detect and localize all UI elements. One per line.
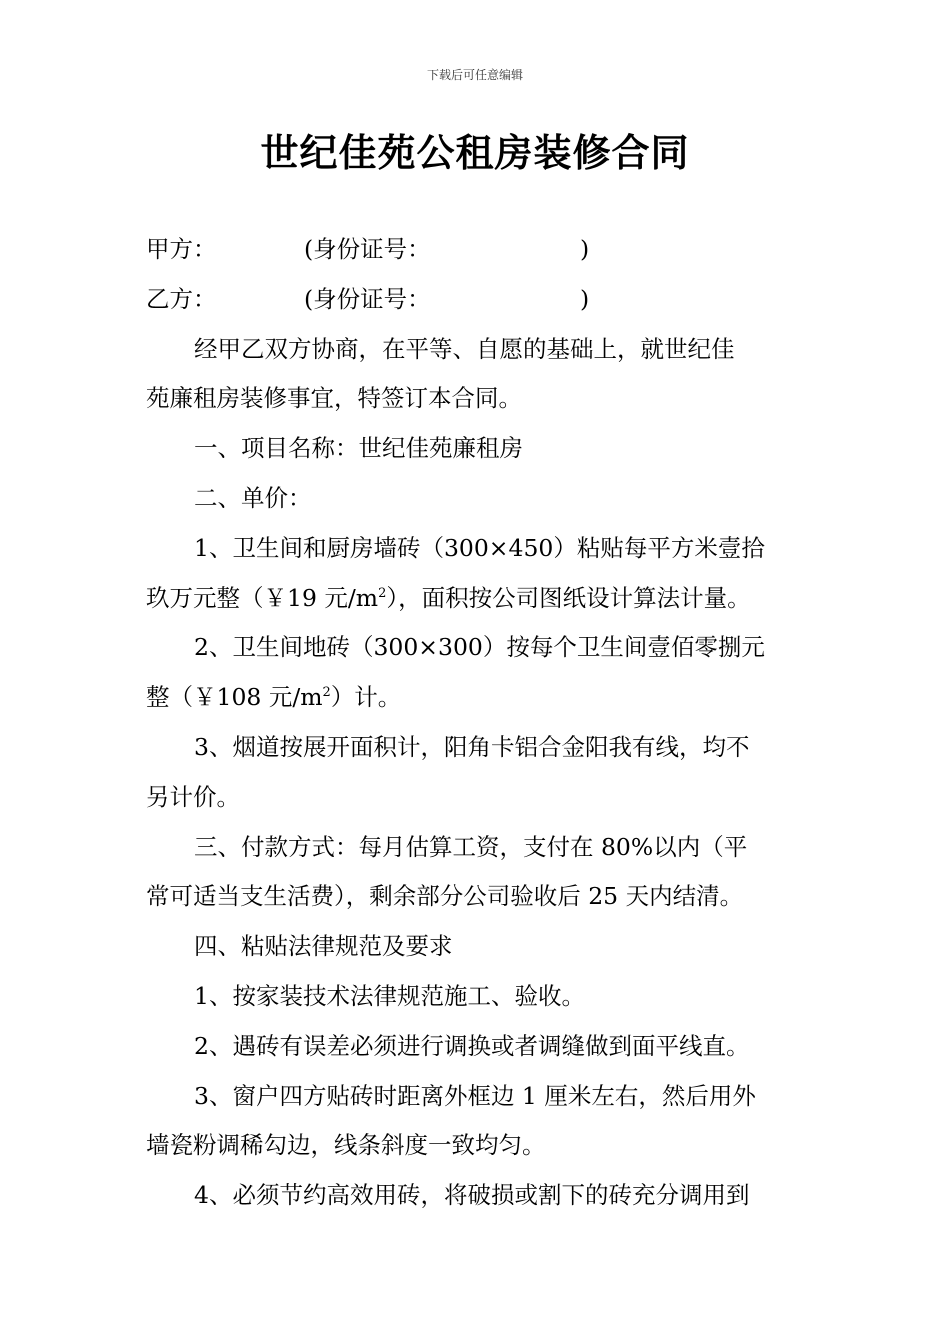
intro-line-1: 经甲乙双方协商，在平等、自愿的基础上，就世纪佳 bbox=[194, 334, 735, 363]
header-note: 下载后可任意编辑 bbox=[426, 68, 523, 82]
price-item-1-line-1: 1、卫生间和厨房墙砖（300×450）粘贴每平方米壹拾 bbox=[194, 533, 765, 562]
section-2-unit-price: 二、单价： bbox=[194, 483, 312, 512]
contract-body bbox=[146, 225, 808, 1221]
party-b-close: ) bbox=[580, 284, 590, 313]
intro-line-2: 苑廉租房装修事宜，特签订本合同。 bbox=[146, 384, 522, 413]
party-a-line bbox=[146, 225, 808, 275]
section-3-payment-line-2: 常可适当支生活费），剩余部分公司验收后 25 天内结清。 bbox=[146, 882, 744, 911]
requirement-1: 1、按家装技术法律规范施工、验收。 bbox=[194, 981, 585, 1010]
party-a-id-label: (身份证号： bbox=[304, 235, 431, 263]
price-item-2-text-post: ）计。 bbox=[330, 683, 402, 712]
section-1-project-name: 一、项目名称：世纪佳苑廉租房 bbox=[194, 434, 523, 463]
price-item-2-superscript: 2 bbox=[322, 685, 331, 701]
section-4-requirements: 四、粘贴法律规范及要求 bbox=[194, 932, 453, 961]
requirement-3-line-1: 3、窗户四方贴砖时距离外框边 1 厘米左右，然后用外 bbox=[194, 1081, 756, 1110]
requirement-2: 2、遇砖有误差必须进行调换或者调缝做到面平线直。 bbox=[194, 1031, 750, 1060]
price-item-2-line-1: 2、卫生间地砖（300×300）按每个卫生间壹佰零捌元 bbox=[194, 633, 765, 662]
price-item-2-text-pre: 整（￥108 元/m bbox=[146, 683, 323, 712]
party-a-label: 甲方： bbox=[146, 235, 217, 263]
requirement-3-line-2: 墙瓷粉调稀勾边，线条斜度一致均匀。 bbox=[146, 1131, 546, 1160]
price-item-2-line-2 bbox=[146, 673, 808, 723]
price-item-3-line-1: 3、烟道按展开面积计，阳角卡铝合金阳我有线，均不 bbox=[194, 732, 750, 761]
price-item-3-line-2: 另计价。 bbox=[146, 782, 240, 811]
party-b-line bbox=[146, 275, 808, 325]
section-3-payment-line-1: 三、付款方式：每月估算工资，支付在 80%以内（平 bbox=[194, 832, 748, 861]
price-item-1-text-pre: 玖万元整（￥19 元/m bbox=[146, 583, 379, 612]
party-a-close: ) bbox=[580, 235, 590, 263]
price-item-1-text-post: ），面积按公司图纸设计算法计量。 bbox=[386, 583, 751, 612]
price-item-1-line-2 bbox=[146, 574, 808, 624]
document-title: 世纪佳苑公租房装修合同 bbox=[260, 131, 690, 175]
party-b-id-label: (身份证号： bbox=[304, 284, 431, 313]
party-b-label: 乙方： bbox=[146, 284, 217, 313]
requirement-4-line-1: 4、必须节约高效用砖，将破损或割下的砖充分调用到 bbox=[194, 1181, 750, 1210]
price-item-1-superscript: 2 bbox=[378, 585, 387, 601]
